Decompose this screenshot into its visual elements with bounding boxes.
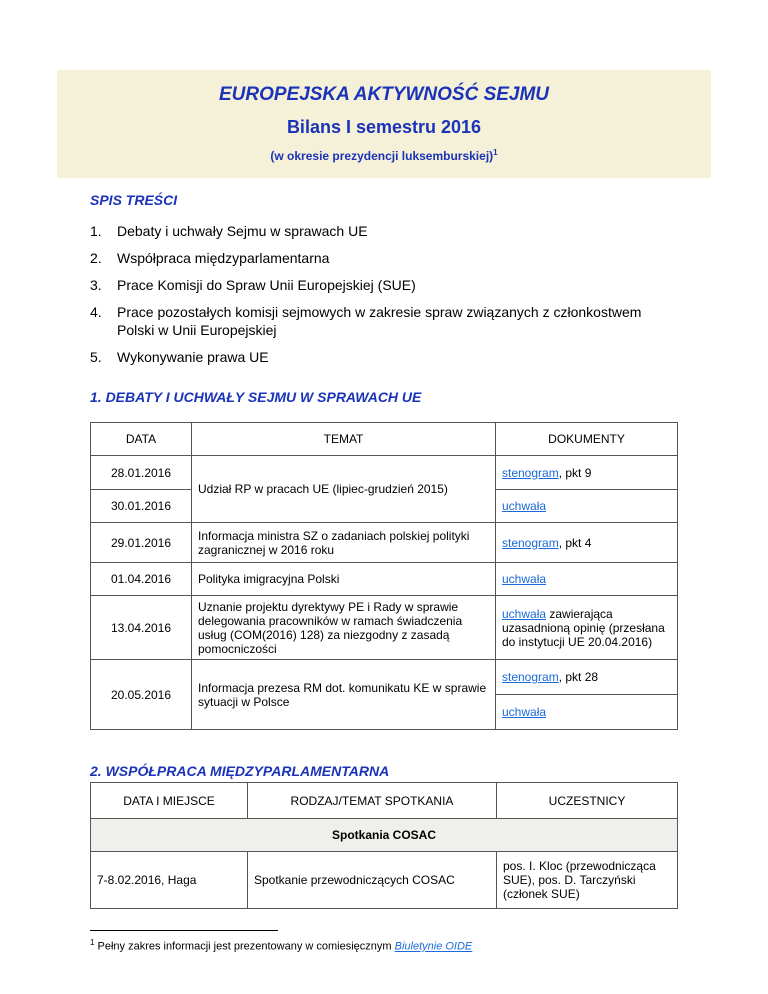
table-header <box>91 783 678 819</box>
table-row: 30.01.2016 uchwała <box>91 490 678 523</box>
toc-item: 2. Współpraca międzyparlamentarna <box>90 250 330 266</box>
col-header-participants: UCZESTNICY <box>497 783 678 819</box>
footnote: $^1$ Pełny zakres informacji jest prezentowany w comiesięcznym Biuletynie OIDE <box>90 938 473 953</box>
cooperation-table <box>90 782 678 909</box>
col-header-date-place: DATA I MIEJSCE <box>91 783 248 819</box>
col-header-date: DATA <box>91 423 192 456</box>
footnote-separator <box>90 930 278 931</box>
table-row: 13.04.2016 Uznanie projektu dyrektywy PE i Rady w sprawie delegowania pracowników w ramach świadczenia usług (COM(2016) 128) za niezgodny z zasadą pomocniczości uchwała zawierająca uzasadnioną opinię (przesłana do instytucji UE 20.04.2016) <box>91 596 678 660</box>
table-row: 7-8.02.2016, Haga Spotkanie przewodniczących COSAC pos. I. Kloc (przewodnicząca SUE), pos. D. Tarczyński (członek SUE) <box>91 852 678 909</box>
toc-heading: SPIS TREŚCI <box>90 192 178 208</box>
col-header-topic: TEMAT <box>192 423 496 456</box>
col-header-documents: DOKUMENTY <box>496 423 678 456</box>
document-note: (w okresie prezydencji luksemburskiej)$^1$ <box>270 148 498 163</box>
stenogram-link[interactable]: stenogram <box>502 535 559 550</box>
bulletin-link[interactable]: Biuletynie OIDE <box>394 940 473 953</box>
document-title: EUROPEJSKA AKTYWNOŚĆ SEJMU <box>218 84 550 105</box>
stenogram-link[interactable]: stenogram <box>502 465 559 480</box>
document-subtitle: Bilans I semestru 2016 <box>286 117 482 137</box>
uchwala-link[interactable]: uchwała <box>502 499 547 513</box>
table-row: 01.04.2016 Polityka imigracyjna Polski uchwała <box>91 563 678 596</box>
uchwala-link[interactable]: uchwała <box>502 705 547 719</box>
toc-item: 3. Prace Komisji do Spraw Unii Europejskiej (SUE) <box>90 277 416 293</box>
section2-heading: 2. WSPÓŁPRACA MIĘDZYPARLAMENTARNA <box>90 763 390 779</box>
col-header-meeting: RODZAJ/TEMAT SPOTKANIA <box>248 783 497 819</box>
stenogram-link[interactable]: stenogram <box>502 670 559 684</box>
table-row: 20.05.2016 Informacja prezesa RM dot. komunikatu KE w sprawie sytuacji w Polsce stenogram, pkt 28 <box>91 660 678 695</box>
title-banner <box>57 70 711 178</box>
toc-item: 1. Debaty i uchwały Sejmu w sprawach UE <box>90 223 368 239</box>
table-header <box>91 423 678 456</box>
toc-item: 4. Prace pozostałych komisji sejmowych w zakresie spraw związanych z członkostwem Polski w Unii Europejskiej <box>90 304 642 338</box>
section1-heading: 1. DEBATY I UCHWAŁY SEJMU W SPRAWACH UE <box>90 389 422 405</box>
debates-table <box>90 422 678 730</box>
table-of-contents <box>90 222 650 375</box>
table-group-row: Spotkania COSAC <box>91 819 678 852</box>
table-row: 28.01.2016 Udział RP w pracach UE (lipiec-grudzień 2015) stenogram, pkt 9 <box>91 456 678 490</box>
uchwala-link[interactable]: uchwała <box>502 606 547 621</box>
footnote-marker[interactable]: 1 <box>493 148 498 157</box>
uchwala-link[interactable]: uchwała <box>502 572 547 586</box>
toc-item: 5. Wykonywanie prawa UE <box>90 349 269 365</box>
table-row: 29.01.2016 Informacja ministra SZ o zadaniach polskiej polityki zagranicznej w 2016 roku stenogram, pkt 4 <box>91 523 678 563</box>
